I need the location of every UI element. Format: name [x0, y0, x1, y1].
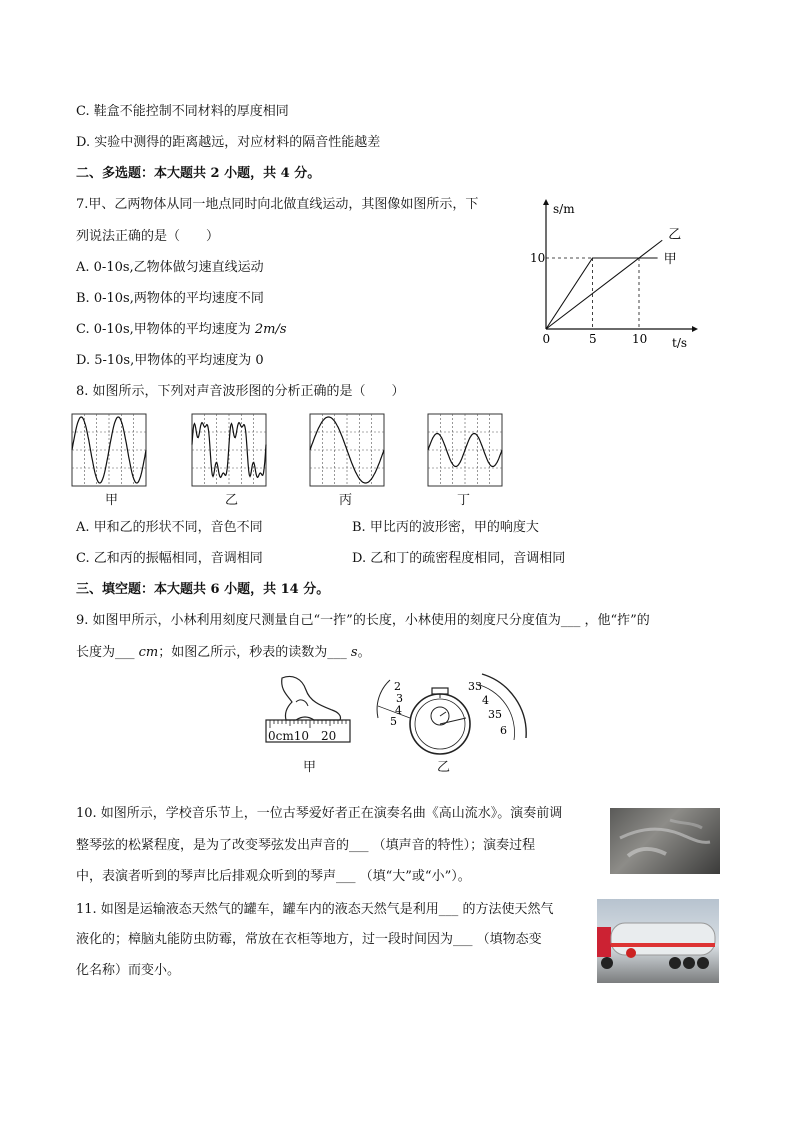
hand-outline	[282, 677, 341, 721]
q9-unit-s: s	[350, 645, 358, 660]
hand-crease	[296, 700, 308, 706]
q7-option-c-text: C. 0-10s,甲物体的平均速度为	[76, 322, 255, 337]
q7-option-a: A. 0-10s,乙物体做匀速直线运动	[76, 260, 264, 275]
question-9-line2	[76, 645, 371, 661]
x-axis-arrow	[692, 326, 698, 332]
minute-hand	[440, 712, 446, 716]
tanker-truck-detail	[597, 899, 719, 983]
truck-wheel	[697, 957, 709, 969]
series-label-jia: 甲	[663, 252, 677, 267]
ruler-ticks	[270, 720, 346, 728]
question-7-line2: 列说法正确的是（ ）	[76, 229, 220, 244]
right-dial-35: 35	[488, 708, 502, 721]
question-11-line2: 液化的；樟脑丸能防虫防霉，常放在衣柜等地方，过一段时间因为___ （填物态变	[76, 932, 542, 947]
question-11-line3: 化名称）而变小。	[76, 963, 181, 978]
truck-wheel	[683, 957, 695, 969]
left-dial-5: 5	[390, 715, 397, 728]
question-10-line2: 整琴弦的松紧程度，是为了改变琴弦发出声音的___ （填声音的特性）；演奏过程	[76, 838, 536, 853]
y-tick-label: 10	[530, 251, 546, 265]
series-line-jia	[546, 258, 658, 329]
y-axis-arrow	[543, 199, 549, 205]
truck-wheel	[601, 957, 613, 969]
q9-unit-cm: cm	[138, 645, 159, 660]
wave-label-ding: 丁	[457, 493, 471, 508]
guqin-photo	[610, 808, 720, 874]
left-zoom-arc	[377, 680, 390, 718]
question-7-line1: 7.甲、乙两物体从同一地点同时向北做直线运动，其图像如图所示，下	[76, 197, 479, 212]
question-10-line3: 中，表演者听到的琴声比后排观众听到的琴声___ （填“大”或“小”）。	[76, 869, 471, 884]
waveform-ding	[428, 414, 502, 486]
q8-option-a: A. 甲和乙的形状不同，音色不同	[76, 520, 263, 535]
x-tick-label: 0	[542, 332, 551, 346]
ruler-hand-figure	[262, 672, 354, 746]
q7-option-b: B. 0-10s,两物体的平均速度不同	[76, 291, 264, 306]
question-10-line1: 10. 如图所示，学校音乐节上，一位古琴爱好者正在演奏名曲《高山流水》。演奏前调	[76, 806, 563, 821]
second-hand	[440, 718, 466, 724]
guqin-photo-detail	[610, 808, 720, 874]
waveform-jia	[72, 414, 146, 486]
y-axis-label: s/m	[553, 202, 575, 216]
right-dial-4: 4	[482, 694, 489, 707]
q8-option-b: B. 甲比丙的波形密，甲的响度大	[352, 520, 539, 535]
fig9-label-jia: 甲	[303, 760, 317, 775]
question-9-line1: 9. 如图甲所示，小林利用刻度尺测量自己“一拃”的长度，小林使用的刻度尺分度值为___ ，他“拃”的	[76, 613, 650, 628]
x-tick-label: 10	[632, 332, 648, 346]
q7-option-c-value: 2m/s	[254, 322, 287, 337]
left-dial-2: 2	[394, 680, 401, 693]
question-8: 8. 如图所示，下列对声音波形图的分析正确的是（ ）	[76, 384, 405, 399]
waveform-yi	[192, 414, 266, 486]
q8-option-d: D. 乙和丁的疏密程度相同，音调相同	[352, 551, 566, 566]
right-dial-33: 33	[468, 680, 482, 693]
fig9-label-yi: 乙	[437, 760, 451, 775]
truck-logo	[626, 948, 636, 958]
option-c-prev: C. 鞋盒不能控制不同材料的厚度相同	[76, 104, 289, 119]
wave-label-yi: 乙	[225, 493, 239, 508]
wave-label-jia: 甲	[105, 493, 119, 508]
section-multi-choice: 二、多选题：本大题共 2 小题，共 4 分。	[76, 166, 321, 181]
section-fill-blank: 三、填空题：本大题共 6 小题，共 14 分。	[76, 582, 330, 597]
waveform-bing	[310, 414, 384, 486]
series-label-yi: 乙	[668, 227, 682, 243]
waveform-figures	[70, 412, 510, 490]
option-d-prev: D. 实验中测得的距离越远，对应材料的隔音性能越差	[76, 135, 381, 150]
x-tick-label: 5	[589, 332, 597, 346]
q7-option-c	[76, 322, 287, 338]
series-line-yi	[546, 240, 662, 329]
q9-seg2: ；如图乙所示，秒表的读数为___	[158, 645, 351, 660]
ruler-text: 0cm10 20	[268, 729, 337, 743]
left-dial-3: 3	[396, 692, 403, 705]
truck-wheel	[669, 957, 681, 969]
q7-option-d: D. 5-10s,甲物体的平均速度为 0	[76, 353, 264, 368]
q9-seg3: 。	[357, 645, 371, 660]
truck-stripe	[611, 943, 715, 947]
q8-option-c: C. 乙和丙的振幅相同，音调相同	[76, 551, 263, 566]
st-chart	[520, 195, 730, 355]
question-11-line1: 11. 如图是运输液态天然气的罐车，罐车内的液态天然气是利用___ 的方法使天然气	[76, 902, 554, 917]
truck-cab	[597, 927, 611, 957]
tanker-truck-photo	[597, 899, 719, 983]
stopwatch-figure	[370, 668, 530, 760]
left-dial-4: 4	[395, 704, 402, 717]
right-dial-6: 6	[500, 724, 507, 737]
q9-seg1: 长度为___	[76, 645, 139, 660]
x-axis-label: t/s	[672, 336, 688, 350]
truck-tank	[611, 923, 715, 955]
wave-label-bing: 丙	[339, 493, 353, 508]
stopwatch-crown	[432, 688, 448, 694]
